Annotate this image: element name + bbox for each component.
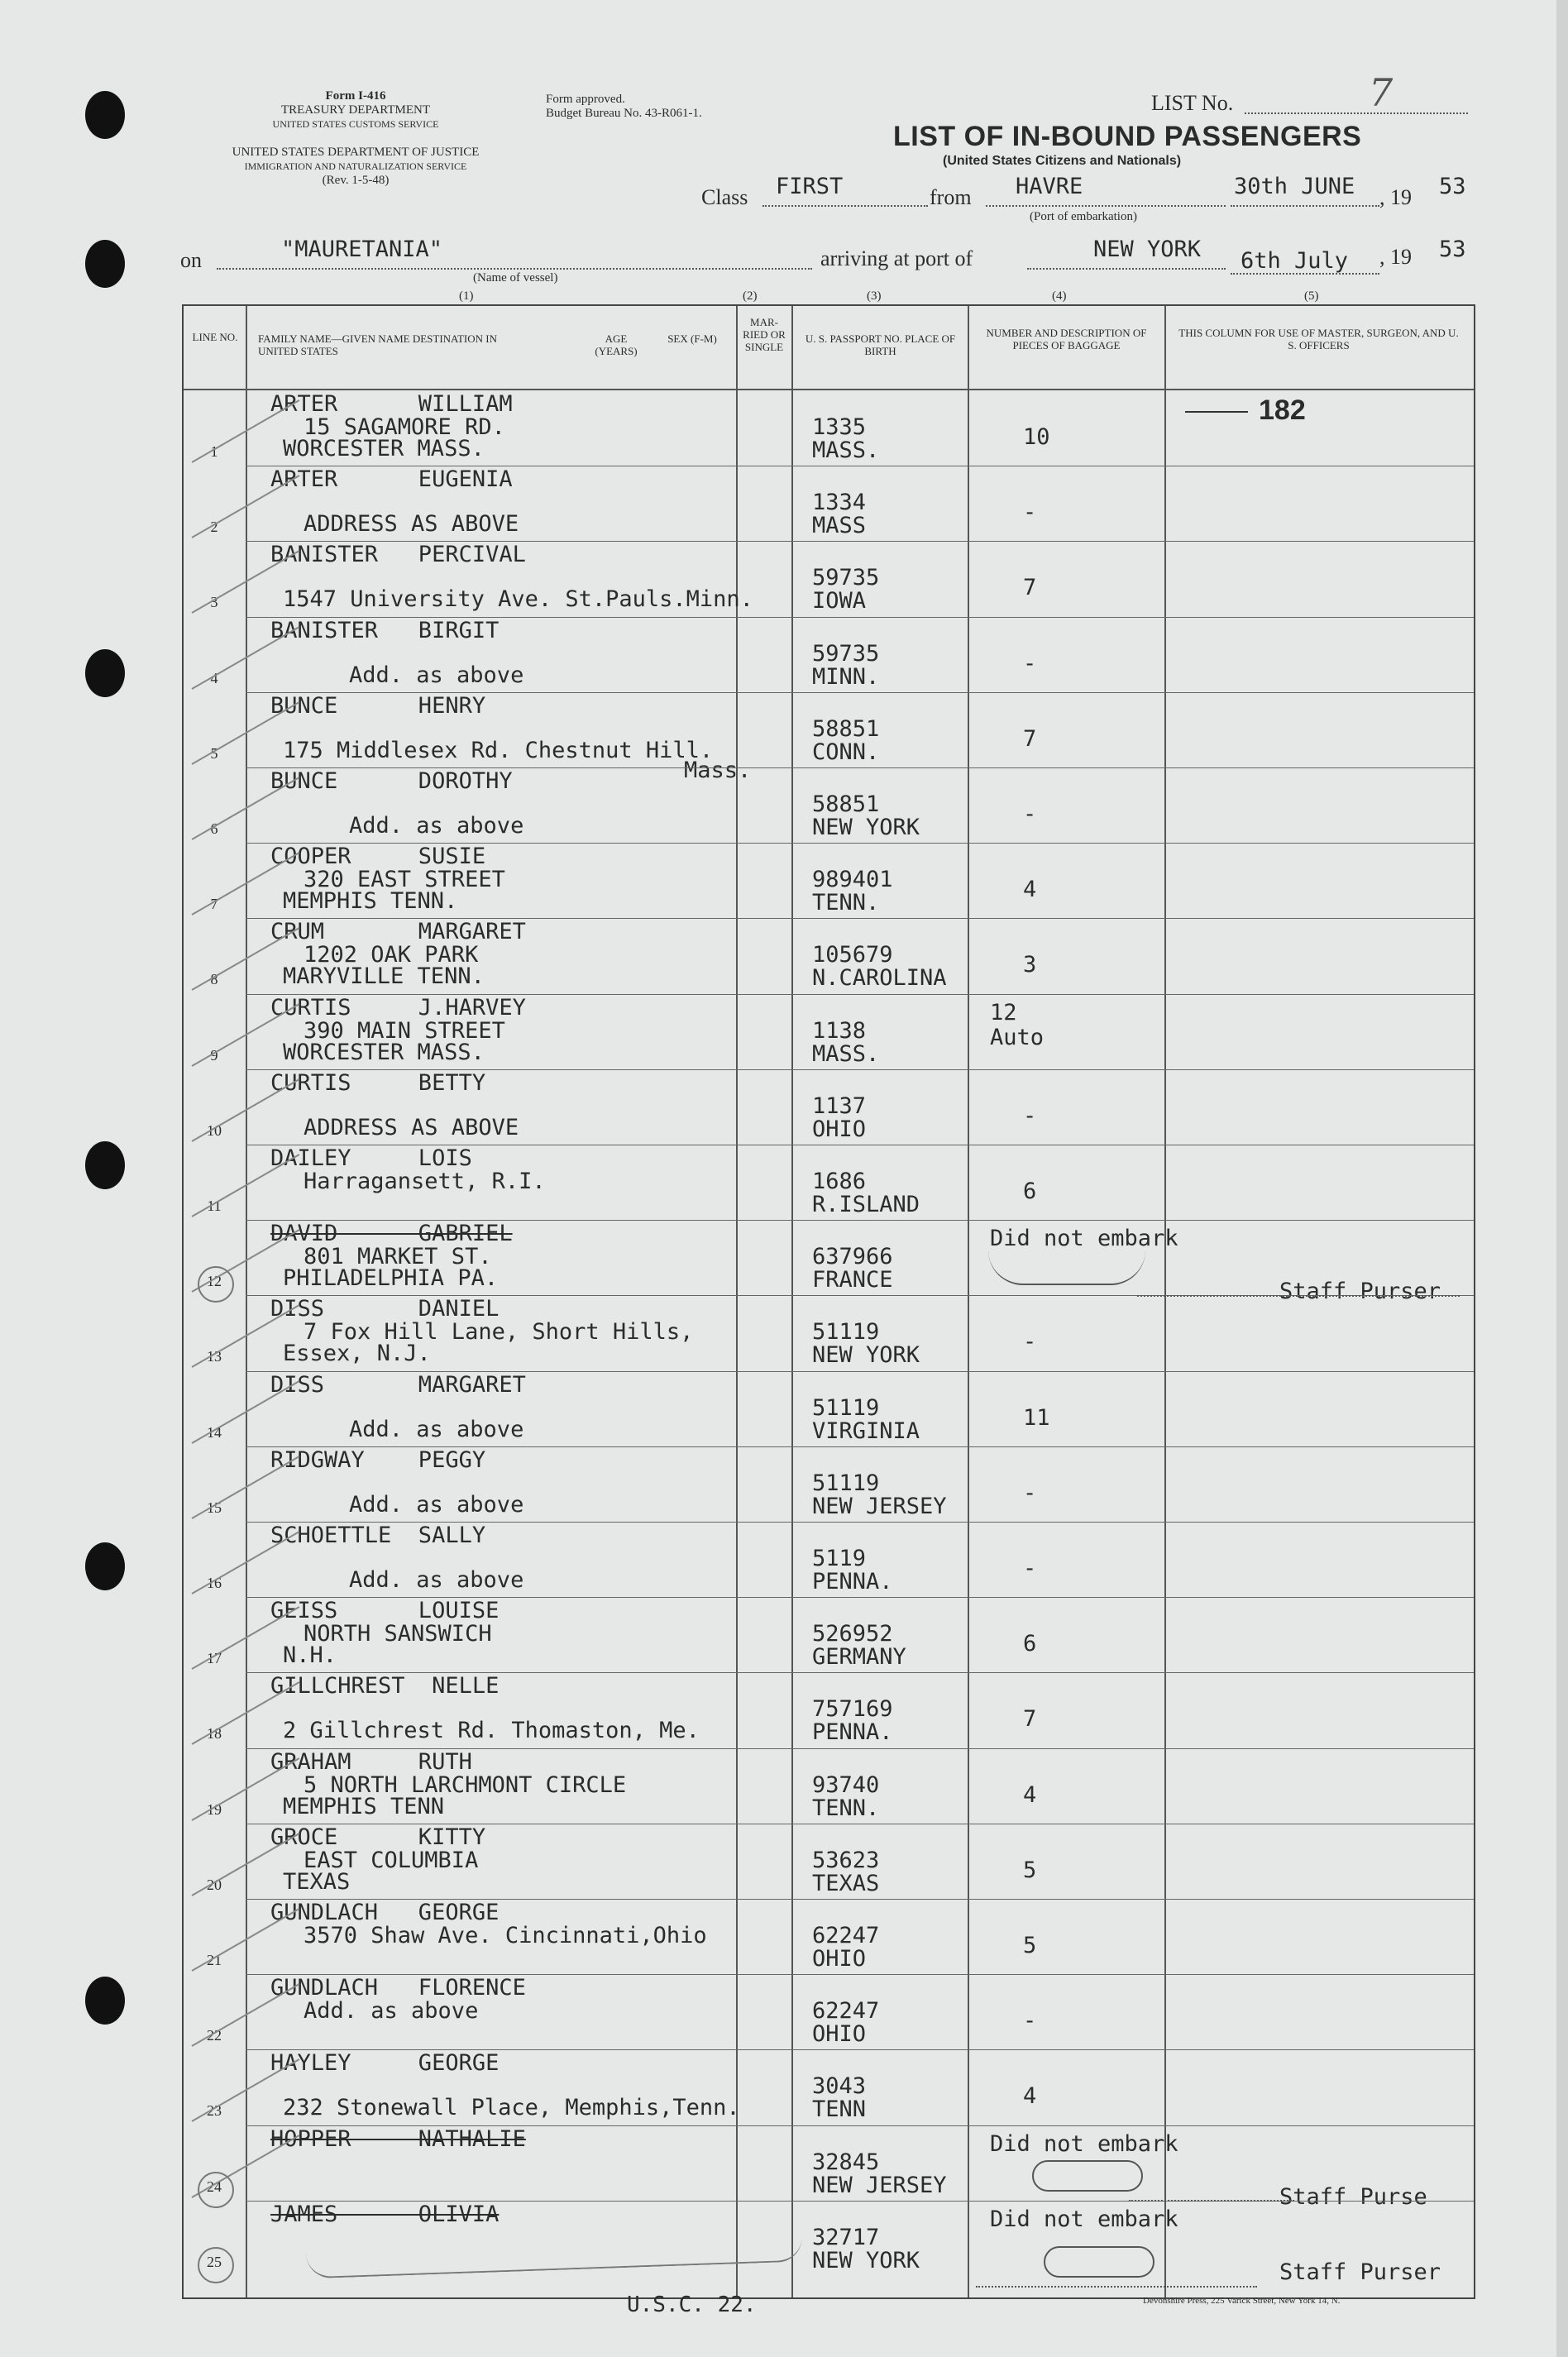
destination-line: 175 Middlesex Rd. Chestnut Hill. — [283, 737, 714, 763]
header-baggage: NUMBER AND DESCRIPTION OF PIECES OF BAGGAGE — [986, 327, 1147, 351]
passenger-name: GEISS LOUISE — [270, 1598, 500, 1624]
class-line — [762, 205, 928, 207]
depart-year-prefix: , 19 — [1379, 185, 1412, 209]
baggage-count: 4 — [1023, 877, 1037, 903]
officer-note: Staff Purse — [1279, 2183, 1427, 2210]
place-of-birth: TENN — [812, 2096, 867, 2123]
destination-line: WORCESTER MASS. — [283, 1039, 485, 1065]
baggage-count: - — [1023, 1329, 1037, 1355]
destination-line: 5 NORTH LARCHMONT CIRCLE — [304, 1771, 627, 1798]
place-of-birth: VIRGINIA — [812, 1418, 920, 1444]
place-of-birth: FRANCE — [812, 1267, 893, 1293]
baggage-count: 7 — [1023, 575, 1037, 601]
destination-line: 15 SAGAMORE RD. — [304, 414, 505, 440]
destination-line: 1202 OAK PARK — [304, 942, 479, 968]
passport-number: 93740 — [812, 1771, 880, 1798]
passenger-name: HOPPER NATHALIE — [270, 2125, 526, 2152]
place-of-birth: NEW YORK — [812, 1342, 920, 1369]
destination-line: 3570 Shaw Ave. Cincinnati,Ohio — [304, 1923, 707, 1948]
destination-line: ADDRESS AS ABOVE — [304, 1114, 519, 1140]
passenger-name: ARTER EUGENIA — [270, 466, 513, 493]
passport-number: 32845 — [812, 2149, 880, 2175]
line-number: 21 — [207, 1952, 222, 1968]
passport-number: 59735 — [812, 640, 880, 667]
baggage-count: Did not embark — [990, 2206, 1178, 2232]
line-number: 19 — [207, 1800, 222, 1818]
form-agency-block — [174, 89, 538, 131]
line-number: 14 — [207, 1423, 222, 1441]
baggage-count: 5 — [1023, 1933, 1037, 1958]
col-number-4: (4) — [1052, 289, 1067, 303]
place-of-birth: TENN. — [812, 890, 880, 916]
baggage-count: 7 — [1023, 1706, 1037, 1733]
line-number: 7 — [210, 896, 218, 913]
passport-number: 5119 — [812, 1546, 867, 1571]
passenger-name: BUNCE HENRY — [270, 692, 486, 719]
destination-line: ADDRESS AS ABOVE — [304, 511, 519, 538]
line-number: 24 — [207, 2178, 222, 2195]
baggage-count: 3 — [1023, 952, 1037, 978]
col-divider — [1164, 306, 1166, 2297]
passport-number: 58851 — [812, 791, 880, 817]
destination-line: Add. as above — [349, 1567, 524, 1593]
line-number: 22 — [207, 2027, 222, 2044]
arriving-label: arriving at port of — [820, 246, 973, 270]
place-of-birth: MINN. — [812, 663, 880, 690]
passenger-name: GUNDLACH FLORENCE — [270, 1975, 526, 2001]
passport-number: 32717 — [812, 2224, 880, 2250]
purser-line-12 — [1137, 1295, 1460, 1297]
officer-note: Staff Purser — [1279, 1279, 1441, 1305]
baggage-count: 6 — [1023, 1631, 1037, 1657]
passenger-name: DISS MARGARET — [270, 1371, 526, 1398]
form-revision: (Rev. 1-5-48) — [322, 174, 390, 187]
destination-line: MEMPHIS TENN. — [283, 888, 458, 915]
line-number: 5 — [210, 744, 218, 762]
col-divider — [968, 306, 969, 2297]
passenger-name: DAVID GABRIEL — [270, 1221, 513, 1247]
baggage-count: - — [1023, 1556, 1037, 1581]
purser-initials — [1032, 2160, 1143, 2192]
punch-hole — [85, 240, 125, 288]
line-number: 18 — [207, 1725, 222, 1743]
header-passport: U. S. PASSPORT NO. PLACE OF BIRTH — [805, 332, 956, 357]
place-of-birth: TEXAS — [812, 1870, 880, 1896]
treasury-dept: TREASURY DEPARTMENT — [280, 103, 431, 117]
passenger-name: JAMES OLIVIA — [270, 2201, 500, 2227]
purser-line-24 — [1129, 2200, 1294, 2202]
form-approval — [546, 93, 702, 121]
class-label: Class — [701, 185, 748, 209]
baggage-count: - — [1023, 1102, 1037, 1129]
list-no-value: 7 — [1369, 70, 1394, 115]
destination-line: Add. as above — [304, 1998, 479, 2025]
passenger-name: RIDGWAY PEGGY — [270, 1446, 486, 1473]
punch-hole — [85, 91, 125, 139]
arrival-year: 53 — [1439, 237, 1466, 262]
arrival-date: 6th July — [1241, 248, 1349, 274]
passport-number: 105679 — [812, 942, 893, 968]
purser-line-25 — [976, 2286, 1257, 2288]
passenger-table — [182, 304, 1475, 2299]
from-label: from — [930, 185, 972, 209]
line-number: 1 — [210, 443, 218, 460]
destination-line: TEXAS — [283, 1868, 351, 1895]
line-number: 11 — [207, 1198, 222, 1214]
passport-number: 53623 — [812, 1847, 880, 1873]
list-no-label: LIST No. — [1151, 91, 1234, 115]
header-divider — [184, 389, 1474, 390]
line-number: 6 — [210, 820, 218, 837]
footer-code: U.S.C. 22. — [627, 2292, 757, 2317]
baggage-count: 11 — [1023, 1404, 1050, 1431]
purser-initials — [1044, 2246, 1154, 2278]
passport-number: 58851 — [812, 715, 880, 742]
from-line — [986, 205, 1226, 207]
destination-line: 390 MAIN STREET — [304, 1017, 505, 1044]
line-number: 12 — [207, 1273, 222, 1290]
baggage-count: Did not embark — [990, 1226, 1178, 1252]
col-number-5: (5) — [1304, 289, 1319, 303]
officer-note: Mass. — [684, 757, 752, 783]
destination-line: Essex, N.J. — [283, 1341, 431, 1367]
passenger-name: GROCE KITTY — [270, 1824, 486, 1850]
baggage-count: 4 — [1023, 1781, 1037, 1808]
place-of-birth: NEW JERSEY — [812, 2172, 947, 2198]
passenger-name: HAYLEY GEORGE — [270, 2050, 500, 2077]
customs-service: UNITED STATES CUSTOMS SERVICE — [272, 118, 439, 130]
passport-number: 51119 — [812, 1319, 880, 1346]
destination-line: 7 Fox Hill Lane, Short Hills, — [304, 1319, 694, 1346]
place-of-birth: MASS. — [812, 437, 880, 463]
arrival-port-line — [1027, 268, 1226, 270]
passenger-name: BANISTER BIRGIT — [270, 617, 500, 643]
col-number-3: (3) — [867, 289, 882, 303]
header-name: FAMILY NAME—GIVEN NAME DESTINATION IN UNITED STATES — [258, 332, 498, 357]
col-number-1: (1) — [459, 289, 474, 303]
line-number: 25 — [207, 2253, 222, 2270]
line-number-circle — [198, 2247, 234, 2283]
place-of-birth: GERMANY — [812, 1644, 906, 1671]
line-number: 8 — [210, 971, 218, 988]
immigration-service: IMMIGRATION AND NATURALIZATION SERVICE — [244, 160, 467, 172]
baggage-count: Did not embark — [990, 2130, 1178, 2157]
baggage-count: 4 — [1023, 2083, 1037, 2110]
line-number: 2 — [210, 519, 218, 536]
punch-hole — [85, 1977, 125, 2025]
line-number: 3 — [210, 594, 218, 611]
destination-line: Add. as above — [349, 662, 524, 688]
place-of-birth: MASS — [812, 513, 867, 539]
vessel-line — [217, 268, 812, 270]
col-number-2: (2) — [743, 289, 758, 303]
class-value: FIRST — [776, 174, 844, 199]
passenger-name: DISS DANIEL — [270, 1296, 500, 1322]
punch-hole — [85, 649, 125, 697]
line-number: 9 — [210, 1046, 218, 1064]
baggage-count: 12 Auto — [990, 999, 1045, 1050]
passport-number: 1686 — [812, 1169, 867, 1194]
passport-number: 3043 — [812, 2073, 867, 2100]
destination-line: N.H. — [283, 1642, 337, 1669]
passenger-name: CRUM MARGARET — [270, 919, 526, 945]
place-of-birth: OHIO — [812, 1116, 867, 1142]
line-number: 16 — [207, 1575, 222, 1591]
baggage-count: - — [1023, 2008, 1037, 2034]
col-divider — [246, 306, 247, 2297]
baggage-count: 10 — [1023, 424, 1050, 450]
passport-number: 59735 — [812, 565, 880, 591]
place-of-birth: MASS. — [812, 1040, 880, 1067]
passport-number: 989401 — [812, 867, 893, 893]
place-of-birth: OHIO — [812, 2021, 867, 2048]
line-number: 23 — [207, 2102, 222, 2120]
passenger-name: BANISTER PERCIVAL — [270, 542, 526, 568]
list-no-line — [1245, 112, 1468, 114]
passenger-name: BUNCE DOROTHY — [270, 768, 513, 794]
place-of-birth: NEW YORK — [812, 815, 920, 840]
passport-number: 757169 — [812, 1696, 893, 1723]
justice-block — [174, 146, 538, 188]
destination-line: EAST COLUMBIA — [304, 1847, 479, 1873]
passport-number: 62247 — [812, 1998, 880, 2025]
depart-date: 30th JUNE — [1234, 174, 1355, 199]
passenger-name: ARTER WILLIAM — [270, 391, 513, 417]
budget-bureau: Budget Bureau No. 43-R061-1. — [546, 107, 702, 120]
place-of-birth: PENNA. — [812, 1719, 893, 1746]
place-of-birth: OHIO — [812, 1946, 867, 1972]
place-of-birth: IOWA — [812, 588, 867, 614]
from-value: HAVRE — [1016, 174, 1083, 199]
place-of-birth: NEW YORK — [812, 2247, 920, 2273]
line-number: 4 — [210, 669, 218, 686]
passenger-name: SCHOETTLE SALLY — [270, 1523, 486, 1548]
passenger-name: GUNDLACH GEORGE — [270, 1900, 500, 1925]
passport-number: 51119 — [812, 1394, 880, 1421]
passenger-name: CURTIS J.HARVEY — [270, 994, 526, 1021]
printer-credit: Devonshire Press, 225 Varick Street, New York 14, N. — [1143, 2296, 1341, 2306]
arrival-port: NEW YORK — [1093, 237, 1202, 262]
destination-line: MARYVILLE TENN. — [283, 963, 485, 990]
punch-hole — [85, 1542, 125, 1590]
line-number: 15 — [207, 1499, 222, 1516]
depart-date-line — [1231, 205, 1379, 207]
destination-line: NORTH SANSWICH — [304, 1621, 492, 1647]
destination-line: 320 EAST STREET — [304, 867, 505, 893]
place-of-birth: N.CAROLINA — [812, 965, 947, 992]
form-approved: Form approved. — [546, 93, 625, 106]
destination-line: 232 Stonewall Place, Memphis,Tenn. — [283, 2095, 740, 2121]
line-number: 13 — [207, 1348, 222, 1365]
port-embarkation-note: (Port of embarkation) — [1030, 210, 1137, 223]
passenger-name: DAILEY LOIS — [270, 1145, 472, 1171]
justice-dept: UNITED STATES DEPARTMENT OF JUSTICE — [232, 146, 480, 159]
passport-number: 51119 — [812, 1470, 880, 1496]
passenger-name: CURTIS BETTY — [270, 1069, 486, 1096]
passport-number: 1335 — [812, 414, 867, 440]
place-of-birth: R.ISLAND — [812, 1192, 920, 1217]
passenger-name: GRAHAM RUTH — [270, 1748, 472, 1775]
page-title: LIST OF IN-BOUND PASSENGERS — [893, 121, 1362, 152]
destination-line: 1547 University Ave. St.Pauls.Minn. — [283, 586, 753, 613]
baggage-count: 5 — [1023, 1857, 1037, 1883]
form-number: Form I-416 — [325, 89, 386, 103]
destination-line: Add. as above — [349, 1491, 524, 1518]
passport-number: 1138 — [812, 1017, 867, 1044]
place-of-birth: CONN. — [812, 739, 880, 765]
punch-hole — [85, 1141, 125, 1189]
place-of-birth: NEW JERSEY — [812, 1493, 947, 1519]
line-number: 10 — [207, 1121, 222, 1139]
line-number-circle — [198, 2172, 234, 2208]
page-edge — [1556, 0, 1568, 2357]
passenger-name: GILLCHREST NELLE — [270, 1673, 500, 1700]
baggage-count: - — [1023, 500, 1037, 526]
arrival-date-line — [1231, 273, 1379, 275]
passport-number: 62247 — [812, 1923, 880, 1948]
line-number: 17 — [207, 1650, 222, 1667]
vessel-name: "MAURETANIA" — [281, 237, 443, 262]
depart-year: 53 — [1439, 174, 1466, 199]
arrival-year-prefix: , 19 — [1379, 245, 1412, 269]
destination-line: 801 MARKET ST. — [304, 1244, 492, 1270]
header-married: MAR-RIED OR SINGLE — [743, 316, 786, 353]
destination-line: WORCESTER MASS. — [283, 436, 485, 461]
officer-note: 182 — [1259, 394, 1306, 426]
col-divider — [791, 306, 793, 2297]
destination-line: 2 Gillchrest Rd. Thomaston, Me. — [283, 1718, 700, 1744]
officer-note: Staff Purser — [1279, 2259, 1441, 2285]
header-age: AGE (YEARS) — [595, 332, 638, 357]
baggage-count: - — [1023, 801, 1037, 827]
header-line-no: LINE NO. — [192, 331, 238, 343]
line-number: 20 — [207, 1876, 222, 1893]
passport-number: 526952 — [812, 1621, 893, 1647]
passport-number: 1137 — [812, 1092, 867, 1119]
header-officers: THIS COLUMN FOR USE OF MASTER, SURGEON, AND U. S. OFFICERS — [1178, 327, 1459, 351]
destination-line: Add. as above — [349, 1416, 524, 1442]
officer-dash — [1185, 411, 1248, 413]
purser-initials — [988, 1250, 1145, 1285]
destination-line: MEMPHIS TENN — [283, 1793, 445, 1819]
destination-line: PHILADELPHIA PA. — [283, 1265, 499, 1292]
baggage-count: - — [1023, 650, 1037, 677]
passenger-name: COOPER SUSIE — [270, 844, 486, 870]
line-number-circle — [198, 1266, 234, 1303]
on-label: on — [180, 248, 202, 272]
header-sex: SEX (F-M) — [667, 332, 717, 345]
vessel-note: (Name of vessel) — [473, 271, 558, 284]
page-subtitle: (United States Citizens and Nationals) — [943, 154, 1182, 168]
destination-line: Harragansett, R.I. — [304, 1169, 546, 1194]
destination-line: Add. as above — [349, 813, 524, 839]
passport-number: 1334 — [812, 490, 867, 516]
place-of-birth: TENN. — [812, 1795, 880, 1821]
place-of-birth: PENNA. — [812, 1569, 893, 1594]
baggage-count: 6 — [1023, 1178, 1037, 1204]
baggage-count: 7 — [1023, 725, 1037, 752]
baggage-count: - — [1023, 1480, 1037, 1506]
passport-number: 637966 — [812, 1244, 893, 1270]
